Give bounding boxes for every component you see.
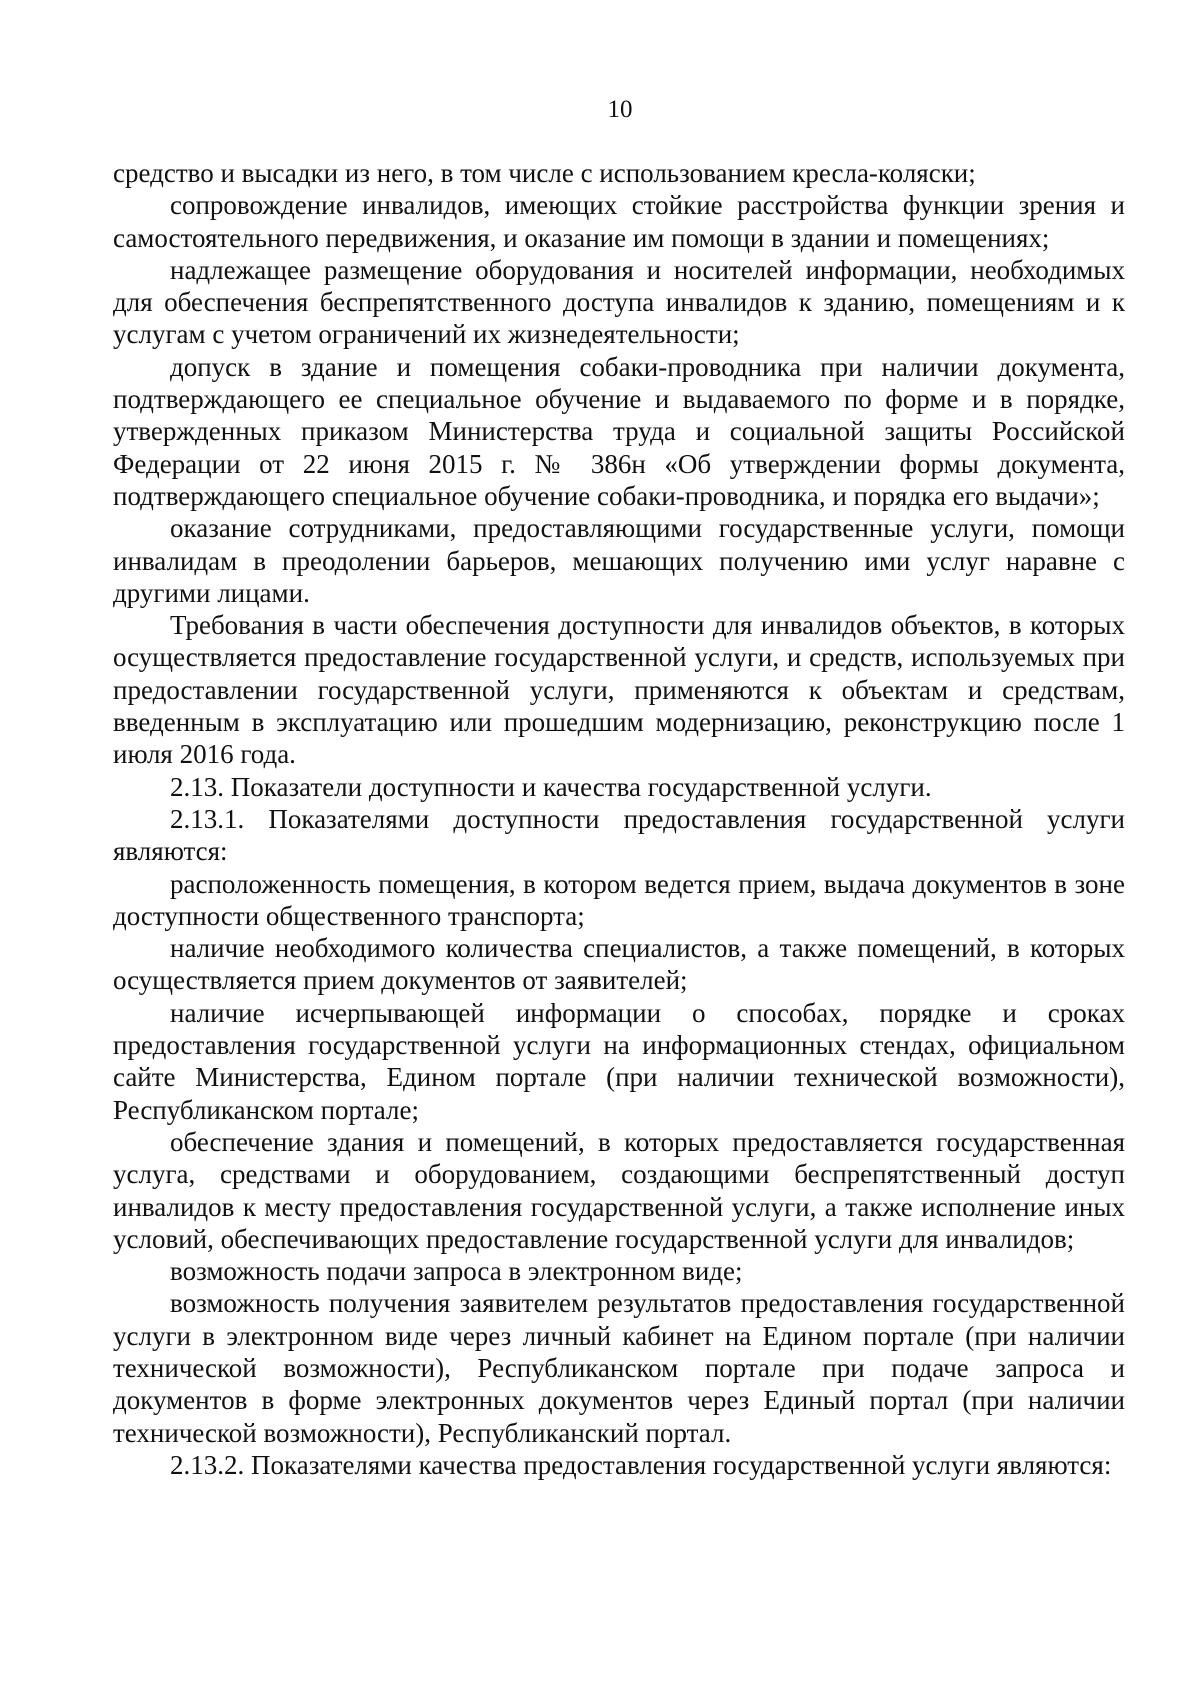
- section-2-13-heading: 2.13. Показатели доступности и качества государственной услуги.: [170, 771, 932, 802]
- section-2-13-1: 2.13.1. Показателями доступности предоставления государственной услуги являются:: [113, 803, 1125, 867]
- page-number: 10: [607, 96, 633, 123]
- paragraph-information: наличие исчерпывающей информации о способах, порядке и сроках предоставления государственной услуги на информационных стендах, официальном сайте Министерства, Едином портале (при наличии технической возможности), Республиканском портале;: [113, 997, 1125, 1125]
- paragraph-specialists: наличие необходимого количества специалистов, а также помещений, в которых осуществляется прием документов от заявителей;: [113, 933, 1125, 996]
- paragraph-staff-assistance: оказание сотрудниками, предоставляющими государственные услуги, помощи инвалидам в преодолении барьеров, мешающих получению ими услуг наравне с другими лицами.: [113, 513, 1125, 608]
- section-2-13-2: 2.13.2. Показателями качества предоставления государственной услуги являются:: [170, 1449, 1112, 1480]
- paragraph-location: расположенность помещения, в котором ведется прием, выдача документов в зоне доступности общественного транспорта;: [113, 868, 1125, 931]
- paragraph-accessibility-requirements: Требования в части обеспечения доступности для инвалидов объектов, в которых осуществляется предоставление государственной услуги, и средств, используемых при предоставлении государственной услуги, применяются к объектам и средствам, введенным в эксплуатацию или прошедшим модернизацию, реконструкцию после 1 июля 2016 года.: [113, 610, 1125, 770]
- paragraph-continuation: средство и высадки из него, в том числе с использованием кресла-коляски;: [113, 158, 976, 188]
- paragraph-guide-dog: допуск в здание и помещения собаки-проводника при наличии документа, подтверждающего ее специальное обучение и выдаваемого по форме и в порядке, утвержденных приказом Министерства труда и социальной защиты Российской Федерации от 22 июня 2015 г. № 386н «Об утверждении формы документа, подтверждающего специальное обучение собаки-проводника, и порядка его выдачи»;: [113, 351, 1125, 511]
- paragraph-building-provision: обеспечение здания и помещений, в которых предоставляется государственная услуга, средствами и оборудованием, создающими беспрепятственный доступ инвалидов к месту предоставления государственной услуги, а также исполнение иных условий, обеспечивающих предоставление государственной услуги для инвалидов;: [113, 1126, 1125, 1254]
- paragraph-electronic-results: возможность получения заявителем результатов предоставления государственной услуги в электронном виде через личный кабинет на Едином портале (при наличии технической возможности), Республиканском портале при подаче запроса и документов в форме электронных документов через Единый портал (при наличии технической возможности), Республиканский портал.: [113, 1288, 1125, 1448]
- paragraph-equipment-placement: надлежащее размещение оборудования и носителей информации, необходимых для обеспечения беспрепятственного доступа инвалидов к зданию, помещениям и к услугам с учетом ограничений их жизнедеятельности;: [113, 254, 1125, 350]
- document-body: [113, 157, 1125, 1481]
- paragraph-escort: сопровождение инвалидов, имеющих стойкие расстройства функции зрения и самостоятельного передвижения, и оказание им помощи в здании и помещениях;: [113, 190, 1125, 253]
- paragraph-electronic-request: возможность подачи запроса в электронном виде;: [170, 1256, 743, 1287]
